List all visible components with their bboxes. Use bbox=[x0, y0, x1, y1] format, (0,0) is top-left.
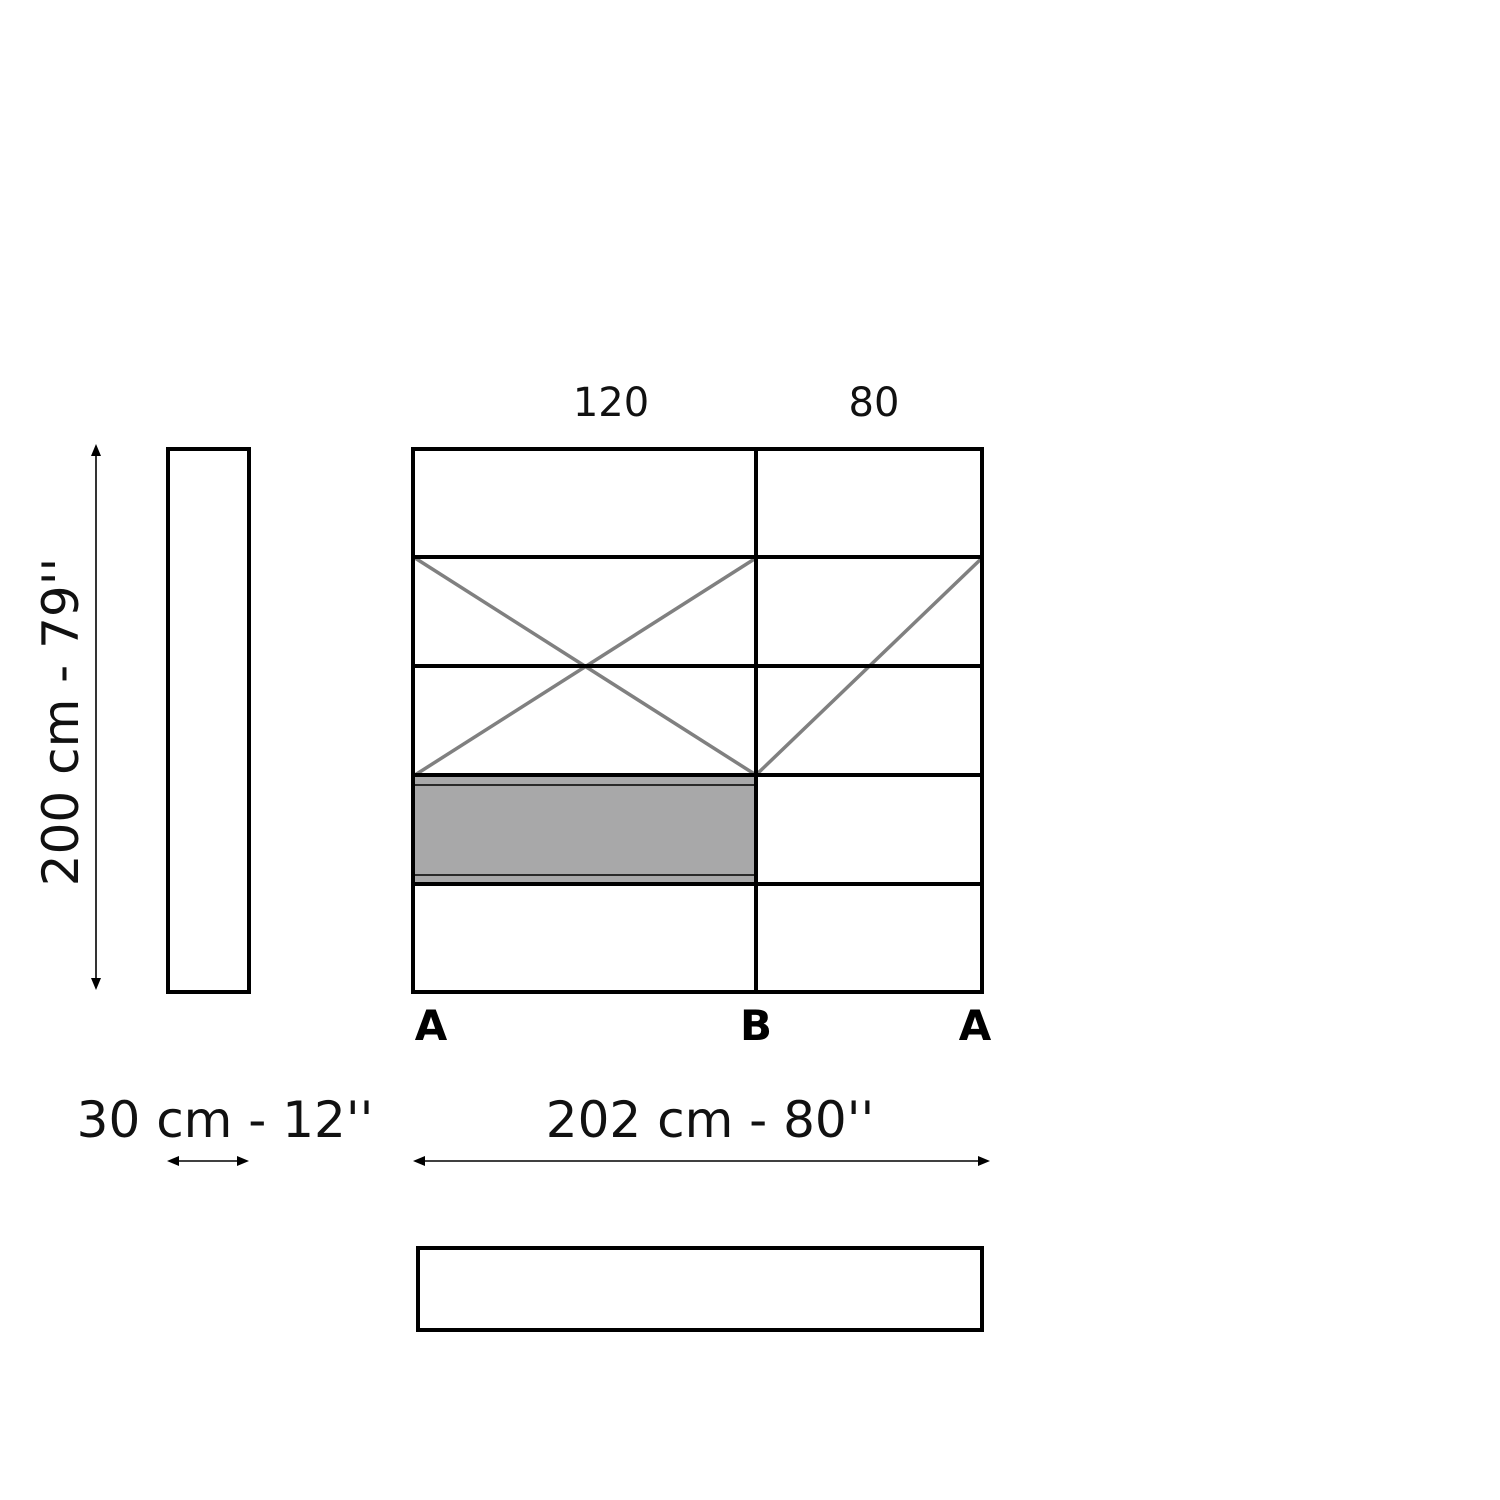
highlighted-compartment bbox=[415, 776, 756, 883]
width-dimension-label: 202 cm - 80'' bbox=[545, 1091, 875, 1149]
post-label-a-left: A bbox=[414, 1001, 448, 1050]
bay-width-label-120: 120 bbox=[572, 380, 650, 426]
bay-width-label-80: 80 bbox=[848, 380, 900, 426]
depth-dimension-label: 30 cm - 12'' bbox=[76, 1091, 374, 1149]
post-label-a-right: A bbox=[958, 1001, 992, 1050]
top-view-outline bbox=[418, 1248, 982, 1330]
height-dimension-arrow bbox=[91, 444, 101, 990]
height-dimension-label: 200 cm - 79'' bbox=[32, 557, 90, 887]
width-dimension-arrow bbox=[413, 1156, 990, 1166]
post-label-b: B bbox=[739, 1001, 773, 1050]
side-view-outline bbox=[168, 449, 249, 992]
depth-dimension-arrow bbox=[167, 1156, 249, 1166]
